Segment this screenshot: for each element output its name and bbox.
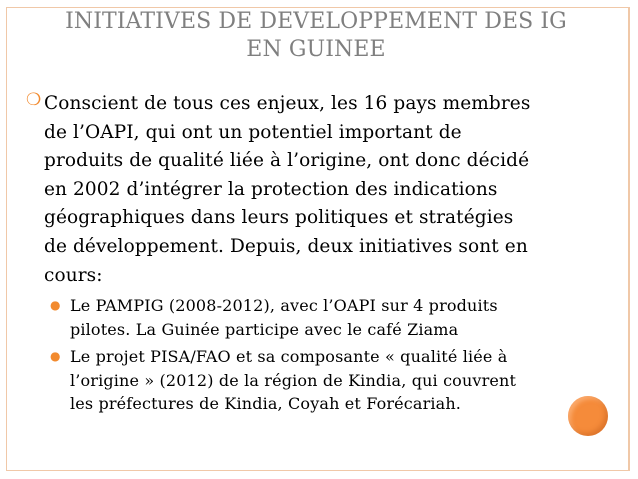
main-bullet-line: en 2002 d’intégrer la protection des indications	[44, 178, 498, 200]
main-bullet	[28, 90, 608, 290]
sub-bullet-line: l’origine » (2012) de la région de Kindia, qui couvrent	[70, 370, 517, 390]
sub-bullet-line: pilotes. La Guinée participe avec le café Ziama	[70, 319, 459, 339]
main-bullet-line: cours:	[44, 264, 103, 286]
sub-bullet-pisa-fao	[28, 345, 608, 416]
title-line-2: EN GUINEE	[246, 37, 386, 62]
sub-bullet-line: Le PAMPIG (2008-2012), avec l’OAPI sur 4 produits	[70, 296, 498, 316]
filled-circle-bullet-icon: ●	[50, 298, 61, 313]
title-line-1: INITIATIVES DE DEVELOPPEMENT DES IG	[65, 9, 567, 34]
slide-title	[14, 8, 618, 64]
frame-right-rule	[628, 7, 629, 471]
sub-bullet-line: les préfectures de Kindia, Coyah et Forécariah.	[70, 394, 462, 414]
slide-content	[28, 90, 608, 416]
sub-bullet-line: Le projet PISA/FAO et sa composante « qualité liée à	[70, 347, 508, 367]
main-bullet-line: géographiques dans leurs politiques et stratégies	[44, 207, 514, 229]
orange-circle-decoration	[568, 396, 608, 436]
main-bullet-line: produits de qualité liée à l’origine, ont donc décidé	[44, 150, 530, 172]
main-bullet-line: de l’OAPI, qui ont un potentiel important de	[44, 121, 462, 143]
sub-bullet-list	[28, 294, 608, 416]
sub-bullet-pampig	[28, 294, 608, 341]
main-bullet-line: de développement. Depuis, deux initiatives sont en	[44, 235, 528, 257]
hollow-circle-bullet-icon: ❍	[26, 90, 42, 110]
main-bullet-line: Conscient de tous ces enjeux, les 16 pays membres	[44, 93, 531, 114]
filled-circle-bullet-icon: ●	[50, 349, 61, 364]
